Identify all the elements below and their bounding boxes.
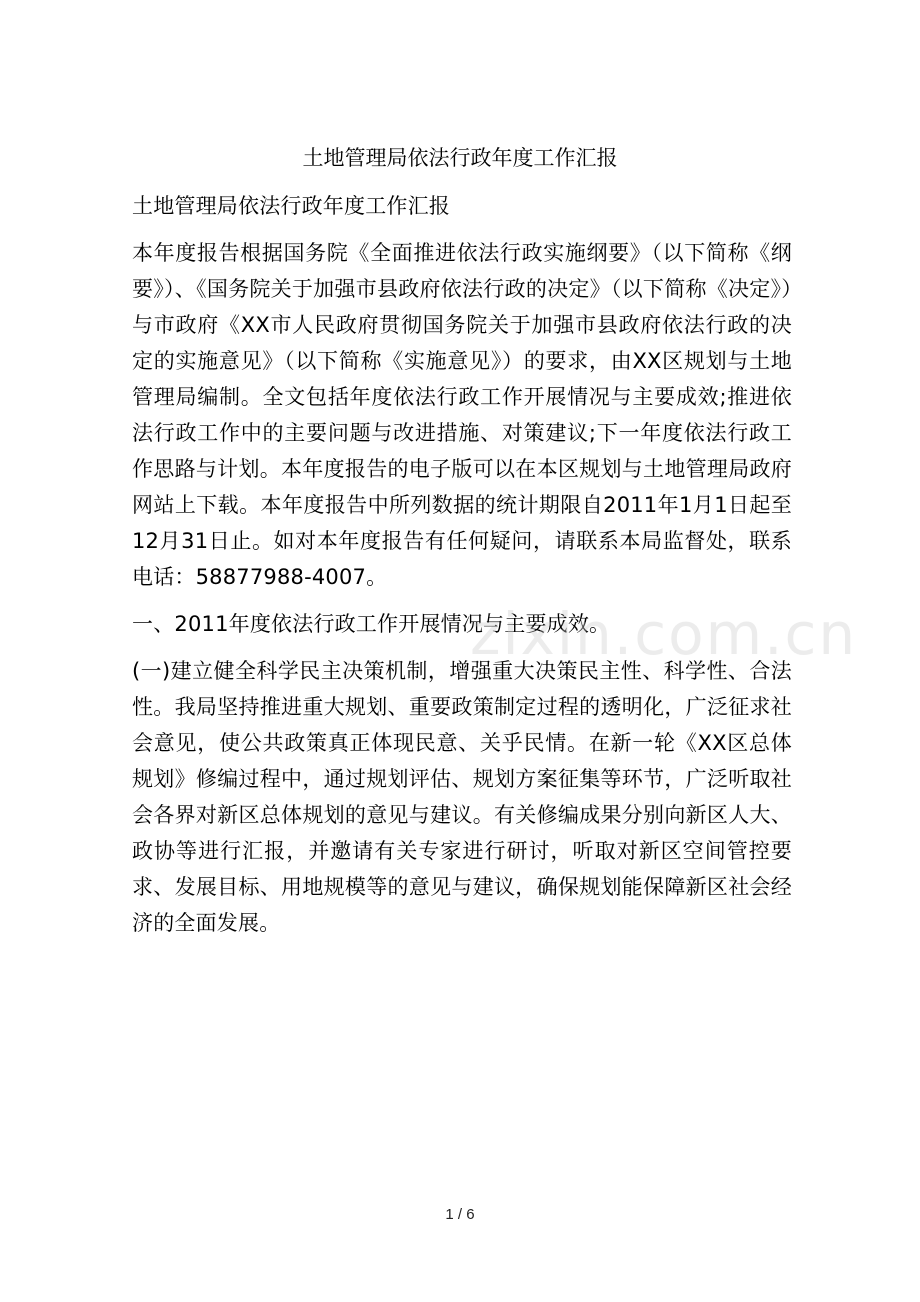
watermark: zixin.com.cn [470,600,858,668]
paragraph-heading: 土地管理局依法行政年度工作汇报 [132,194,450,218]
document-title: 土地管理局依法行政年度工作汇报 [302,146,618,170]
paragraph-section-one: (一)建立健全科学民主决策机制，增强重大决策民主性、科学性、合法性。我局坚持推进重大规划、重要政策制定过程的透明化，广泛征求社会意见，使公共政策真正体现民意、关乎民情。在新一轮《XX区总体规划》修编过程中，通过规划评估、规划方案征集等环节，广泛听取社会各界对新区总体规划的意见与建议。有关修编成果分别向新区人大、政协等进行汇报，并邀请有关专家进行研讨，听取对新区空间管控要求、发展目标、用地规模等的意见与建议，确保规划能保障新区社会经济的全面发展。 [132,659,792,935]
document-body [132,188,792,952]
paragraph-intro: 本年度报告根据国务院《全面推进依法行政实施纲要》（以下简称《纲要》）、《国务院关于加强市县政府依法行政的决定》（以下简称《决定》）与市政府《XX市人民政府贯彻国务院关于加强市县政府依法行政的决定的实施意见》（以下简称《实施意见》）的要求，由XX区规划与土地管理局编制。全文包括年度依法行政工作开展情况与主要成效;推进依法行政工作中的主要问题与改进措施、对策建议;下一年度依法行政工作思路与计划。本年度报告的电子版可以在本区规划与土地管理局政府网站上下载。本年度报告中所列数据的统计期限自2011年1月1日起至12月31日止。如对本年度报告有任何疑问，请联系本局监督处，联系电话：58877988-4007。 [132,241,792,589]
section-heading: 一、2011年度依法行政工作开展情况与主要成效。 [132,612,611,636]
page-number: 1 / 6 [445,1206,475,1223]
